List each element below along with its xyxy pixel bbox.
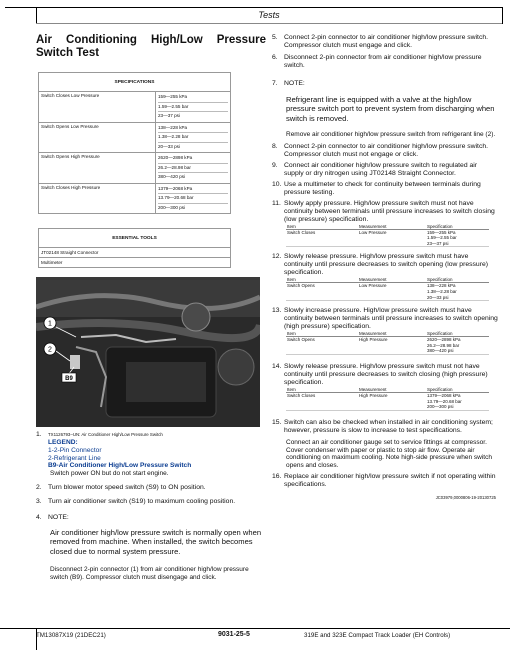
section-header: Tests [36, 9, 502, 24]
spec-values: 2620—2898 kPa 26.2—28.98 bar 380—420 psi [156, 153, 231, 184]
spec-label: Switch Opens Low Pressure [39, 122, 156, 153]
tool-item: Multimeter [39, 258, 231, 268]
step-4-note: Air conditioner high/low pressure switch is normally open when removed from machine. When installed, the switch becomes closed due to normal system pressure. [50, 527, 262, 556]
step-1: 1. TX1126793–UN: Air Conditioner High/Low Pressure Switch [36, 431, 266, 439]
spec-table-step-13: Item Measurement Specification Switch Opens High Pressure 2620—2898 kPa 26.2—28.98 bar 380—420 psi [286, 331, 489, 355]
step-7-note: Refrigerant line is equipped with a valve at the high/low pressure switch port to prevent system from discharging when switch is removed. [286, 95, 495, 123]
right-column [272, 34, 498, 500]
spec-row [39, 183, 231, 214]
spec-label: Switch Closes High Pressure [39, 183, 156, 214]
step-4-action: Disconnect 2-pin connector (1) from air conditioner high/low pressure switch (B9). Compressor clutch must disengage and click. [50, 565, 249, 581]
pressure-switch-photo [36, 277, 260, 427]
step-11: 11. Slowly apply pressure. High/low pressure switch must not have continuity between terminals until pressure increases to switch closing (low pressure) specification. [272, 199, 495, 223]
footer-model: 319E and 323E Compact Track Loader (EH Controls) [304, 632, 451, 639]
step-8: 8. Connect 2-pin connector to air conditioner high/low pressure switch. Compressor clutch must not engage or click. [272, 142, 489, 158]
step-16: 16. Replace air conditioner high/low pressure switch if not operating within specifications. [272, 473, 496, 488]
header-right-tick [502, 8, 503, 24]
legend: LEGEND: 1-2-Pin Connector 2-Refrigerant Line B9-Air Conditioner High/Low Pressure Switch [48, 439, 192, 470]
essential-tools-table [38, 228, 231, 268]
step-7: 7. NOTE: [272, 80, 305, 87]
step-14: 14. Slowly release pressure. High/low pressure switch must not have continuity until pressure decreases to switch closing (high pressure) specification. [272, 363, 488, 387]
spec-values: 1379—2068 kPa 13.79—20.68 bar 200—300 psi [156, 183, 231, 214]
tool-item: JT02148 Straight Connector [39, 248, 231, 258]
step-3: 3. Turn air conditioner switch (S19) to maximum cooling position. [36, 497, 236, 505]
footer-manual-id: TM13087X19 (21DEC21) [36, 632, 106, 639]
spec-values: 138—228 kPa 1.38—2.28 bar 20—33 psi [156, 122, 231, 153]
step-10: 10. Use a multimeter to check for continuity between terminals during pressure testing. [272, 180, 481, 196]
spec-label: Switch Closes Low Pressure [39, 92, 156, 123]
specifications-table [38, 72, 231, 214]
figure-caption: TX1126793–UN: Air Conditioner High/Low Pressure Switch [48, 432, 163, 437]
document-reference: JC03979,0000806-19-20130725 [435, 495, 496, 500]
spec-row [39, 92, 231, 123]
footer-page-number: 9031-25-5 [218, 631, 250, 638]
step-12: 12. Slowly release pressure. High/low pressure switch must have continuity until pressure decreases to switch opening (low pressure) specification. [272, 253, 489, 277]
spec-table-step-11: Item Measurement Specification Switch Closes Low Pressure 159—255 kPa 1.59—2.55 bar 23—37 psi [286, 224, 489, 248]
spec-table-step-14: Item Measurement Specification Switch Closes High Pressure 1379—2068 kPa 13.79—20.68 bar 200—300 psi [286, 387, 489, 411]
spec-label: Switch Opens High Pressure [39, 153, 156, 184]
step-15-detail: Connect an air conditioner gauge set to service fittings at compressor. Cover condenser with paper or plastic to stop air flow. Operate air conditioning on maximum cooling. Note high-side pressure when switch opens and closes. [286, 438, 492, 470]
callout-2: 2 [48, 346, 52, 354]
spec-table-step-12: Item Measurement Specification Switch Opens Low Pressure 138—228 kPa 1.38—2.28 bar 20—33 psi [286, 277, 489, 301]
step-6: 6. Disconnect 2-pin connector from air conditioner high/low pressure switch. [272, 54, 482, 69]
page-title: Air Conditioning High/Low Pressure [36, 34, 266, 46]
spec-row [39, 153, 231, 184]
tools-heading: ESSENTIAL TOOLS [39, 229, 231, 248]
spec-values: 159—255 kPa 1.59—2.55 bar 23—37 psi [156, 92, 231, 123]
page-title-line2: Switch Test [36, 47, 100, 59]
spec-row [39, 122, 231, 153]
step-5: 5. Connect 2-pin connector to air conditioner high/low pressure switch. Compressor clutch must engage and click. [272, 34, 489, 49]
step-13: 13. Slowly increase pressure. High/low pressure switch must have continuity between terminals until pressure increases to switch opening (high pressure) specification. [272, 307, 498, 331]
callout-b9: B9 [65, 376, 73, 382]
callout-1: 1 [48, 320, 52, 328]
engine-bay-illustration [36, 277, 260, 427]
spec-heading: SPECIFICATIONS [39, 73, 231, 92]
step-2: 2. Turn blower motor speed switch (S9) to ON position. [36, 483, 206, 491]
footer-rule [0, 628, 510, 629]
step-15: 15. Switch can also be checked when installed in air conditioning system; however, pressure is slow to increase to test specifications. [272, 418, 493, 434]
step-9: 9. Connect air conditioner high/low pressure switch to regulated air supply or dry nitrogen using JT02148 Straight Connector. [272, 161, 478, 177]
left-column [36, 34, 266, 581]
step-7-action: Remove air conditioner high/low pressure switch from refrigerant line (2). [286, 130, 496, 138]
step-1-text: Switch power ON but do not start engine. [50, 470, 169, 478]
step-4: 4. NOTE: [36, 513, 69, 521]
